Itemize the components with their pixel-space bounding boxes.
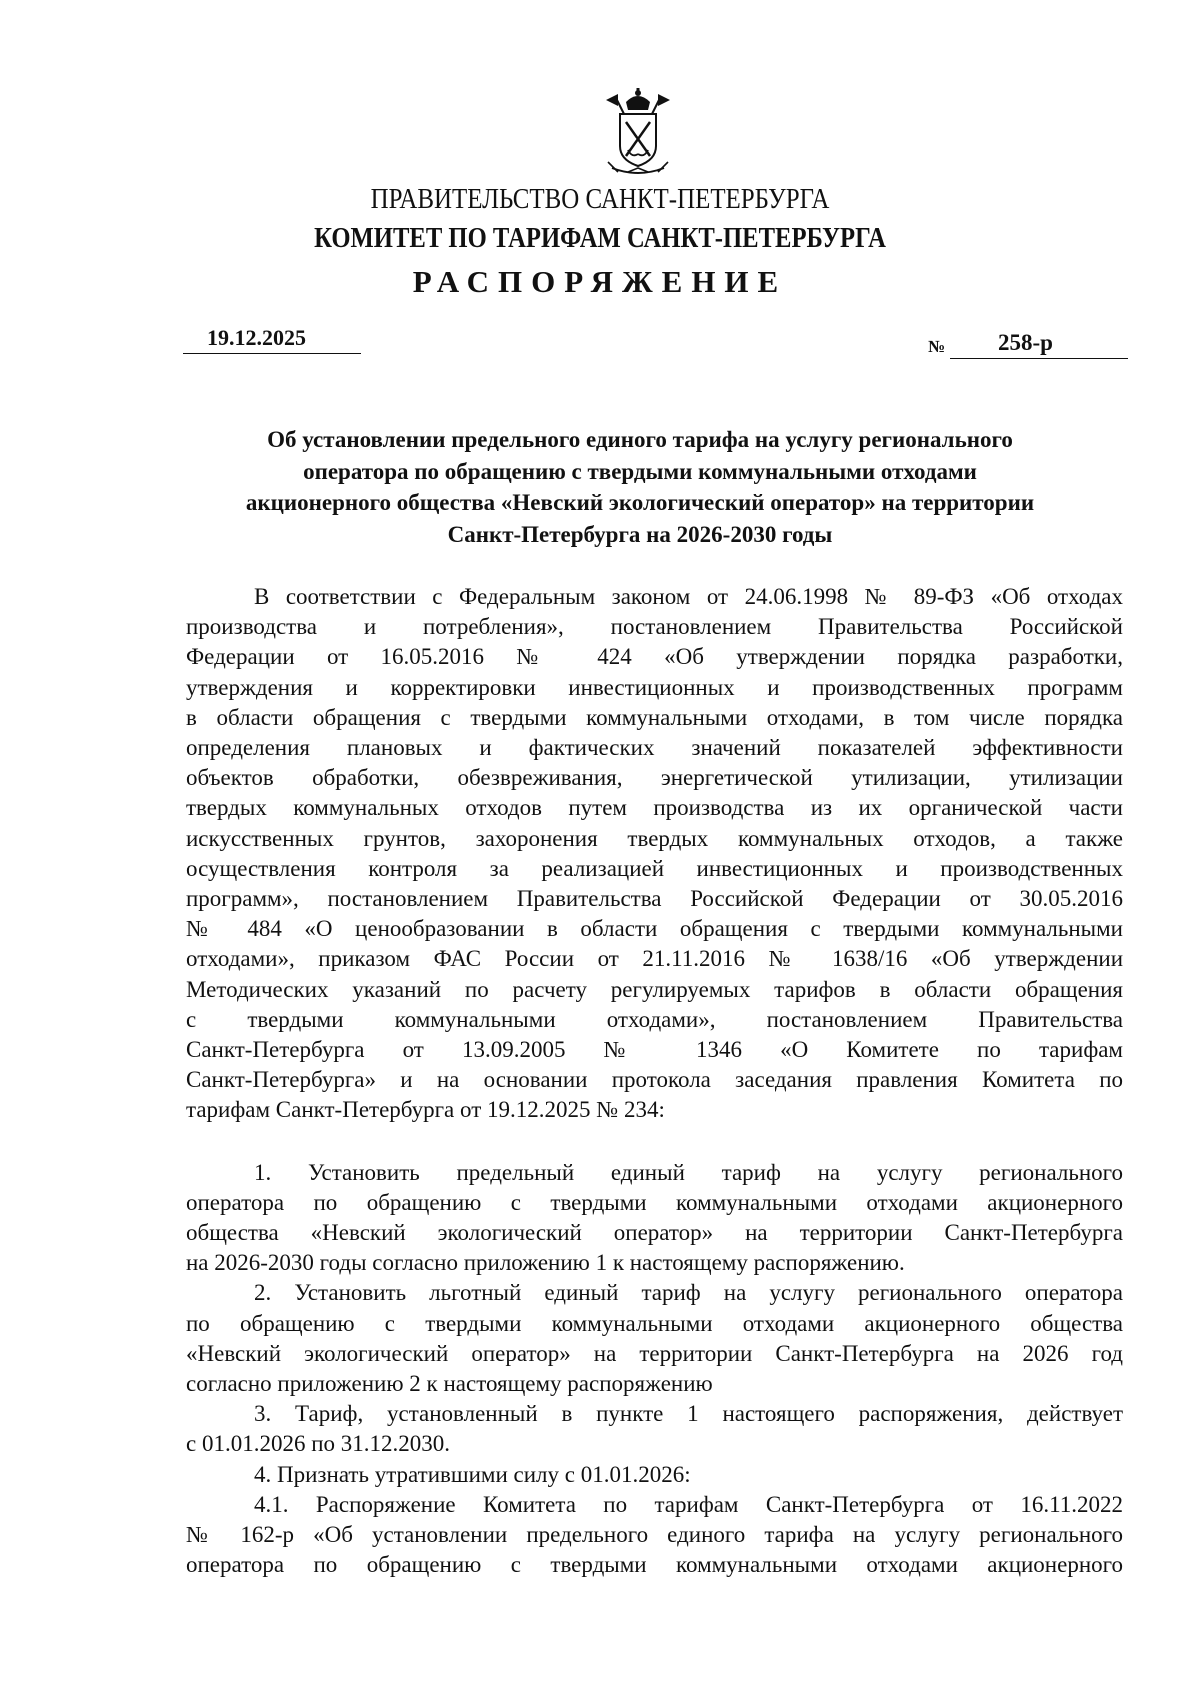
text-line: отходами», приказом ФАС России от 21.11.2016 № 1638/16 «Об утверждении	[186, 946, 1123, 972]
preamble-paragraph	[186, 582, 1123, 1126]
text-line: с 01.01.2026 по 31.12.2030.	[186, 1431, 451, 1457]
number-field	[928, 325, 1128, 359]
text-line: объектов обработки, обезвреживания, энергетической утилизации, утилизации	[186, 765, 1123, 791]
text-line: производства и потребления», постановлением Правительства Российской	[186, 614, 1123, 640]
document-body	[186, 582, 1123, 1581]
document-number: 258-р	[998, 330, 1053, 355]
text-line: тарифам Санкт-Петербурга от 19.12.2025 № 234:	[186, 1097, 665, 1123]
spb-coat-of-arms-icon	[598, 88, 678, 180]
title-line: акционерного общества «Невский экологический оператор» на территории	[245, 490, 1035, 515]
text-line: общества «Невский экологический оператор» на территории Санкт-Петербурга	[186, 1220, 1123, 1246]
text-line: 4.1. Распоряжение Комитета по тарифам Санкт-Петербурга от 16.11.2022	[254, 1491, 1123, 1517]
document-date: 19.12.2025	[207, 325, 306, 350]
paragraph-gap	[186, 1126, 1123, 1158]
text-line: 2. Установить льготный единый тариф на услугу регионального оператора	[254, 1280, 1123, 1306]
number-sign: №	[928, 337, 946, 356]
text-line: Санкт-Петербурга от 13.09.2005 № 1346 «О Комитете по тарифам	[186, 1037, 1123, 1063]
text-line: Федерации от 16.05.2016 № 424 «Об утверждении порядка разработки,	[186, 644, 1123, 670]
text-line: Методических указаний по расчету регулируемых тарифов в области обращения	[186, 976, 1123, 1002]
text-line: В соответствии с Федеральным законом от 24.06.1998 № 89-ФЗ «Об отходах	[254, 584, 1123, 609]
text-line: № 162-р «Об установлении предельного единого тарифа на услугу регионального	[186, 1522, 1123, 1548]
text-line: программ», постановлением Правительства Российской Федерации от 30.05.2016	[186, 886, 1123, 912]
government-heading: ПРАВИТЕЛЬСТВО САНКТ-ПЕТЕРБУРГА	[370, 183, 830, 215]
text-line: оператора по обращению с твердыми коммунальными отходами акционерного	[186, 1552, 1123, 1578]
title-line: Об установлении предельного единого тарифа на услугу регионального	[267, 427, 1013, 452]
text-line: № 484 «О ценообразовании в области обращения с твердыми коммунальными	[186, 916, 1123, 942]
emblem-graphic	[598, 88, 678, 180]
text-line: 3. Тариф, установленный в пункте 1 настоящего распоряжения, действует	[254, 1401, 1123, 1427]
text-line: по обращению с твердыми коммунальными отходами акционерного общества	[186, 1310, 1123, 1336]
text-line: утверждения и корректировки инвестиционных и производственных программ	[186, 674, 1123, 700]
number-underline	[950, 326, 1128, 359]
committee-heading: КОМИТЕТ ПО ТАРИФАМ САНКТ-ПЕТЕРБУРГА	[314, 223, 886, 254]
document-type-heading: РАСПОРЯЖЕНИЕ	[412, 264, 788, 299]
item-3	[186, 1399, 1123, 1459]
text-line: согласно приложению 2 к настоящему распоряжению	[186, 1371, 713, 1397]
item-2	[186, 1278, 1123, 1399]
text-line: оператора по обращению с твердыми коммунальными отходами акционерного	[186, 1189, 1123, 1215]
title-line: оператора по обращению с твердыми коммунальными отходами	[303, 458, 977, 484]
item-1	[186, 1158, 1123, 1279]
text-line: Санкт-Петербурга» и на основании протокола заседания правления Комитета по	[186, 1067, 1123, 1093]
item-4-1	[186, 1490, 1123, 1581]
document-title	[160, 424, 1120, 550]
title-line: Санкт-Петербурга на 2026-2030 годы	[447, 521, 833, 547]
text-line: осуществления контроля за реализацией инвестиционных и производственных	[186, 855, 1123, 881]
item-4	[186, 1460, 1123, 1490]
date-field	[183, 323, 361, 354]
text-line: с твердыми коммунальными отходами», постановлением Правительства	[186, 1006, 1123, 1032]
text-line: твердых коммунальных отходов путем производства из их органической части	[186, 795, 1123, 821]
text-line: определения плановых и фактических значений показателей эффективности	[186, 735, 1123, 761]
text-line: в области обращения с твердыми коммунальными отходами, в том числе порядка	[186, 704, 1123, 730]
text-line: 4. Признать утратившими силу с 01.01.2026:	[254, 1461, 691, 1487]
text-line: 1. Установить предельный единый тариф на услугу регионального	[254, 1159, 1123, 1185]
text-line: на 2026-2030 годы согласно приложению 1 к настоящему распоряжению.	[186, 1250, 905, 1276]
text-line: «Невский экологический оператор» на территории Санкт-Петербурга на 2026 год	[186, 1340, 1123, 1366]
text-line: искусственных грунтов, захоронения твердых коммунальных отходов, а также	[186, 825, 1123, 851]
